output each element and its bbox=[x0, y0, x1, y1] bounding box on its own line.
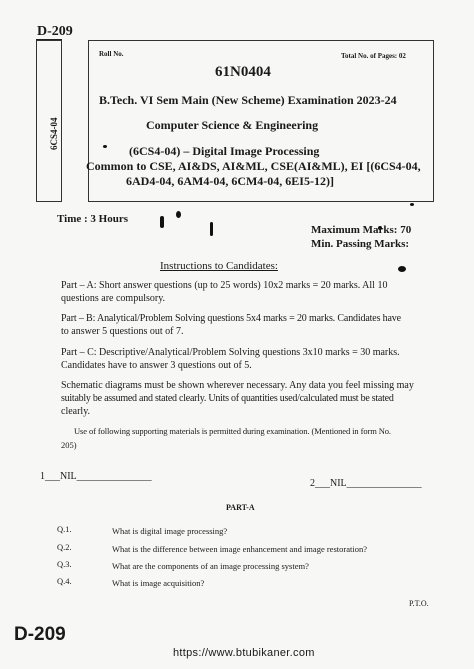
paper-code-footer: D-209 bbox=[14, 624, 66, 645]
question-text: What is the difference between image enhancement and image restoration? bbox=[112, 544, 367, 554]
instruction-schematic-line1: Schematic diagrams must be shown wherever necessary. Any data you feel missing may bbox=[61, 380, 414, 391]
total-pages: Total No. of Pages: 02 bbox=[341, 52, 406, 60]
pto-note: P.T.O. bbox=[409, 599, 429, 608]
question-paper-code: 61N0404 bbox=[215, 64, 271, 80]
part-a-heading: PART-A bbox=[226, 503, 255, 512]
question-number: Q.3. bbox=[57, 559, 72, 569]
instruction-part-a-line2: questions are compulsory. bbox=[61, 293, 166, 304]
question-text: What are the components of an image processing system? bbox=[112, 561, 309, 571]
supporting-material-2: 2___NIL_______________ bbox=[310, 478, 422, 489]
time-allowed: Time : 3 Hours bbox=[57, 213, 128, 225]
exam-title: B.Tech. VI Sem Main (New Scheme) Examination 2023-24 bbox=[99, 93, 397, 107]
instructions-title: Instructions to Candidates: bbox=[160, 260, 278, 272]
instruction-part-b-line1: Part – B: Analytical/Problem Solving questions 5x4 marks = 20 marks. Candidates have bbox=[61, 313, 401, 324]
instruction-part-a-line1: Part – A: Short answer questions (up to 25 words) 10x2 marks = 20 marks. All 10 bbox=[61, 280, 388, 291]
scan-mark bbox=[210, 222, 213, 236]
common-line-2: 6AD4-04, 6AM4-04, 6CM4-04, 6EI5-12)] bbox=[126, 174, 334, 188]
instruction-schematic-line2: suitably be assumed and stated clearly. Units of quantities used/calculated must be stated bbox=[61, 393, 394, 404]
footer-url[interactable]: https://www.btubikaner.com bbox=[173, 647, 315, 659]
question-number: Q.1. bbox=[57, 524, 72, 534]
instruction-part-c-line2: Candidates have to answer 3 questions out of 5. bbox=[61, 360, 252, 371]
side-code: 6CS4-04 bbox=[49, 117, 59, 150]
branch: Computer Science & Engineering bbox=[146, 118, 319, 132]
question-number: Q.2. bbox=[57, 542, 72, 552]
instruction-schematic-line3: clearly. bbox=[61, 406, 91, 417]
supporting-material-1: 1___NIL_______________ bbox=[40, 471, 152, 482]
subject: (6CS4-04) – Digital Image Processing bbox=[129, 144, 320, 158]
min-passing-marks: Min. Passing Marks: bbox=[311, 238, 410, 250]
question-number: Q.4. bbox=[57, 576, 72, 586]
scan-mark bbox=[398, 266, 406, 272]
instruction-supporting-line2: 205) bbox=[61, 440, 77, 450]
maximum-marks: Maximum Marks: 70 bbox=[311, 224, 412, 236]
instruction-part-b-line2: to answer 5 questions out of 7. bbox=[61, 326, 184, 337]
instruction-part-c-line1: Part – C: Descriptive/Analytical/Problem Solving questions 3x10 marks = 30 marks. bbox=[61, 347, 400, 358]
common-line-1: Common to CSE, AI&DS, AI&ML, CSE(AI&ML), EI [(6CS4-04, bbox=[86, 159, 421, 173]
scan-mark bbox=[103, 145, 107, 148]
scan-mark bbox=[410, 203, 414, 206]
scan-mark bbox=[160, 216, 164, 228]
question-text: What is image acquisition? bbox=[112, 578, 205, 588]
roll-no-label: Roll No. bbox=[99, 50, 124, 58]
scan-mark bbox=[176, 211, 181, 218]
question-text: What is digital image processing? bbox=[112, 526, 228, 536]
paper-code-top: D-209 bbox=[37, 24, 73, 39]
instruction-supporting-line1: Use of following supporting materials is permitted during examination. (Mentioned in form No. bbox=[74, 426, 391, 436]
